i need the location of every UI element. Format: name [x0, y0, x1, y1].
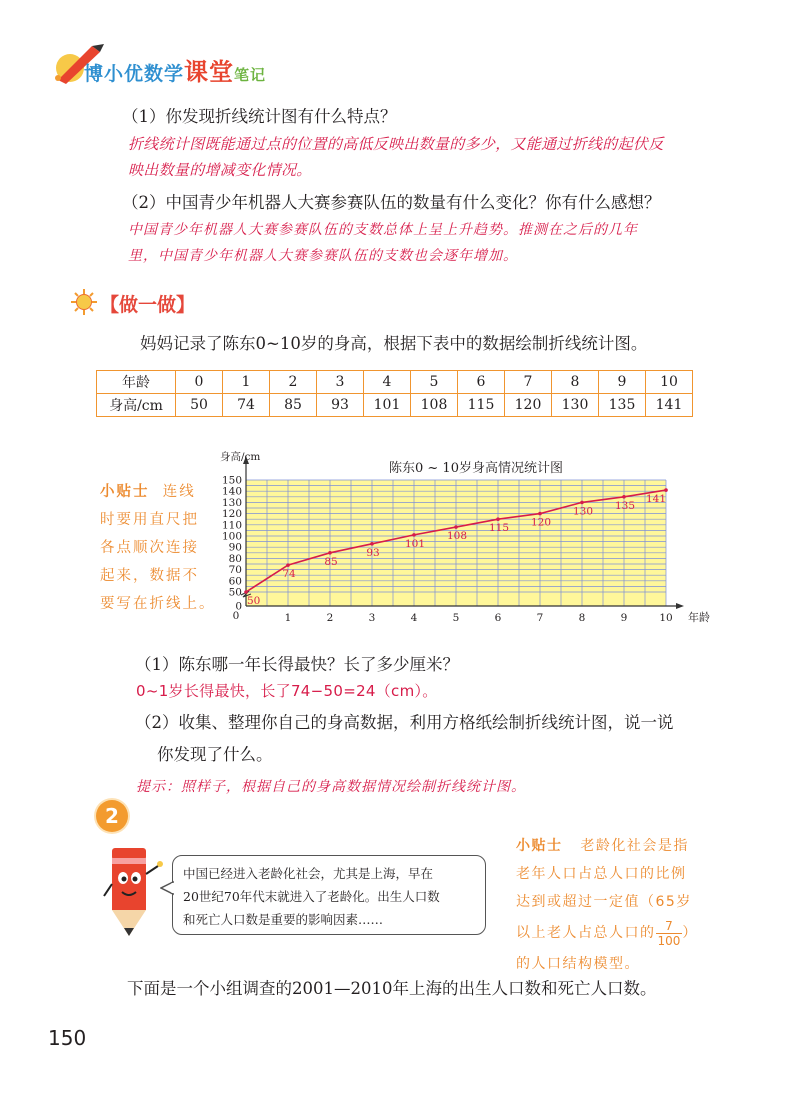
chart-y-tick-label: 100 [221, 530, 242, 543]
p2-q2-line1: （2）收集、整理你自己的身高数据，利用方格纸绘制折线统计图，说一说 [135, 713, 674, 732]
q2-question: （2）中国青少年机器人大赛参赛队伍的数量有什么变化？你有什么感想？ [122, 193, 661, 212]
chart-x-tick-label: 10 [659, 612, 673, 624]
table-cell: 108 [411, 394, 458, 417]
table-cell: 74 [223, 394, 270, 417]
chart-data-label: 141 [645, 493, 667, 506]
tip1-line5: 要写在折线上。 [100, 596, 216, 612]
table-row-age [97, 371, 693, 394]
chart-y-tick-label: 110 [221, 519, 242, 532]
table-cell: 3 [317, 371, 364, 394]
table-cell: 141 [646, 394, 693, 417]
table-row-height [97, 394, 693, 417]
q2-answer-line1: 中国青少年机器人大赛参赛队伍的支数总体上呈上升趋势。推测在之后的几年 [128, 222, 638, 238]
chart-x-tick-label: 7 [536, 612, 544, 624]
chart-data-point [286, 563, 290, 567]
tip1-line1: 连线 [162, 484, 196, 500]
tip2-fraction [656, 919, 683, 948]
tip2-box [516, 832, 716, 978]
zuoyizuo-intro: 妈妈记录了陈东0~10岁的身高，根据下表中的数据绘制折线统计图。 [140, 334, 648, 353]
chart-x-tick-label: 8 [578, 612, 586, 624]
chart-data-label: 50 [247, 595, 261, 607]
height-line-chart [210, 446, 710, 630]
tip1-line4: 起来，数据不 [100, 568, 199, 584]
p2-a1: 0~1岁长得最快，长了74−50=24（cm）。 [136, 682, 438, 700]
chart-title: 陈东0 ~ 10岁身高情况统计图 [389, 461, 563, 476]
chart-data-label: 85 [324, 555, 338, 568]
p2-q2-line2: 你发现了什么。 [157, 745, 273, 764]
table-cell: 10 [646, 371, 693, 394]
tip1-line1-row [100, 478, 220, 506]
logo-part-2: 课堂 [184, 58, 235, 86]
chart-y-tick-label: 150 [221, 474, 242, 487]
table-cell: 85 [270, 394, 317, 417]
chart-data-point [370, 542, 374, 546]
tip2-frac-num: 7 [656, 919, 683, 934]
tip2-title: 小贴士 [516, 838, 563, 854]
chart-data-point [664, 488, 668, 492]
table-cell: 9 [599, 371, 646, 394]
sun-icon [70, 288, 98, 316]
table-header-age: 年龄 [97, 371, 176, 394]
chart-data-label: 115 [488, 522, 510, 535]
chart-y-tick-label: 0 [235, 600, 242, 613]
q1-question: （1）你发现折线统计图有什么特点？ [122, 107, 397, 126]
tip2-line1: 老龄化社会是指 [580, 838, 689, 854]
chart-data-point [622, 495, 626, 499]
chart-data-label: 135 [614, 499, 636, 512]
chart-origin-label: 0 [232, 610, 240, 622]
chart-data-point [412, 533, 416, 537]
tip2-line3: 达到或超过一定值（65岁 [516, 894, 692, 910]
table-cell: 4 [364, 371, 411, 394]
chart-x-tick-label: 6 [494, 612, 502, 624]
p2-q1: （1）陈东哪一年长得最快？长了多少厘米？ [135, 655, 459, 674]
chart-data-point [244, 590, 248, 594]
chart-data-label: 108 [446, 530, 468, 543]
chart-data-label: 101 [404, 537, 426, 550]
tip2-row4 [516, 916, 716, 950]
tip2-frac-den: 100 [657, 933, 681, 948]
page-number: 150 [48, 1026, 87, 1050]
tip1-box [100, 478, 220, 618]
chart-y-tick-label: 120 [221, 508, 242, 521]
pencil-mascot-icon [98, 840, 168, 940]
chart-y-tick-label: 90 [228, 541, 242, 554]
speech-line1: 中国已经进入老龄化社会，尤其是上海，早在 [183, 866, 434, 881]
chart-x-tick-label: 3 [368, 612, 376, 624]
table-cell: 120 [505, 394, 552, 417]
chart-y-tick-label: 140 [221, 485, 242, 498]
speech-line2: 20世纪70年代末就进入了老龄化。出生人口数 [183, 889, 440, 904]
chart-y-tick-label: 80 [228, 552, 242, 565]
chart-data-point [454, 525, 458, 529]
table-header-height: 身高/cm [97, 394, 176, 417]
table-cell: 7 [505, 371, 552, 394]
table-cell: 8 [552, 371, 599, 394]
chart-data-label: 74 [282, 568, 296, 581]
speech-tail-icon [160, 880, 174, 896]
tip1-line2: 时要用直尺把 [100, 512, 199, 528]
chart-data-label: 120 [530, 516, 552, 529]
chart-x-tick-label: 5 [452, 612, 460, 624]
chart-data-point [496, 517, 500, 521]
tip2-line5: 的人口结构模型。 [516, 956, 640, 972]
height-table [96, 370, 693, 417]
tip2-line4-end: ） [682, 925, 698, 941]
table-cell: 115 [458, 394, 505, 417]
bottom-text: 下面是一个小组调查的2001—2010年上海的出生人口数和死亡人口数。 [127, 979, 657, 998]
tip1-line3: 各点顺次连接 [100, 540, 199, 556]
tip2-line2: 老年人口占总人口的比例 [516, 866, 687, 882]
chart-data-point [580, 501, 584, 505]
tip1-title: 小贴士 [100, 484, 150, 500]
section-number-badge: 2 [96, 800, 128, 832]
logo-part-3: 笔记 [234, 66, 267, 84]
table-cell: 6 [458, 371, 505, 394]
tip2-row1 [516, 832, 716, 860]
chart-x-tick-label: 9 [620, 612, 628, 624]
chart-y-axis-title: 身高/cm [220, 451, 261, 463]
chart-x-tick-label: 4 [410, 612, 418, 624]
q2-answer-line2: 里，中国青少年机器人大赛参赛队伍的支数也会逐年增加。 [128, 248, 518, 264]
chart-x-axis-arrow-icon [676, 603, 684, 609]
table-cell: 135 [599, 394, 646, 417]
speech-bubble [172, 855, 486, 935]
chart-y-tick-label: 50 [228, 586, 242, 599]
logo-title [84, 52, 266, 87]
table-cell: 2 [270, 371, 317, 394]
chart-data-point [538, 512, 542, 516]
zuoyizuo-title: 【做一做】 [100, 294, 196, 316]
chart-y-tick-label: 70 [228, 564, 242, 577]
p2-hint: 提示：照样子，根据自己的身高数据情况绘制折线统计图。 [136, 779, 526, 795]
chart-y-tick-label: 60 [228, 575, 242, 588]
table-cell: 130 [552, 394, 599, 417]
table-cell: 5 [411, 371, 458, 394]
chart-data-point [328, 551, 332, 555]
logo-part-1: 博小优数学 [84, 63, 185, 85]
chart-y-tick-label: 130 [221, 496, 242, 509]
table-cell: 50 [176, 394, 223, 417]
table-cell: 101 [364, 394, 411, 417]
chart-data-label: 93 [366, 546, 380, 559]
q1-answer-line1: 折线统计图既能通过点的位置的高低反映出数量的多少，又能通过折线的起伏反 [128, 135, 664, 153]
chart-data-label: 130 [572, 505, 594, 518]
speech-line3: 和死亡人口数是重要的影响因素…… [183, 912, 384, 927]
table-cell: 0 [176, 371, 223, 394]
chart-x-tick-label: 2 [326, 612, 334, 624]
q1-answer-line2: 映出数量的增减变化情况。 [128, 161, 312, 179]
chart-x-axis-title: 年龄 [688, 611, 710, 624]
table-cell: 1 [223, 371, 270, 394]
tip2-line4: 以上老人占总人口的 [516, 925, 656, 941]
table-cell: 93 [317, 394, 364, 417]
chart-x-tick-label: 1 [284, 612, 292, 624]
